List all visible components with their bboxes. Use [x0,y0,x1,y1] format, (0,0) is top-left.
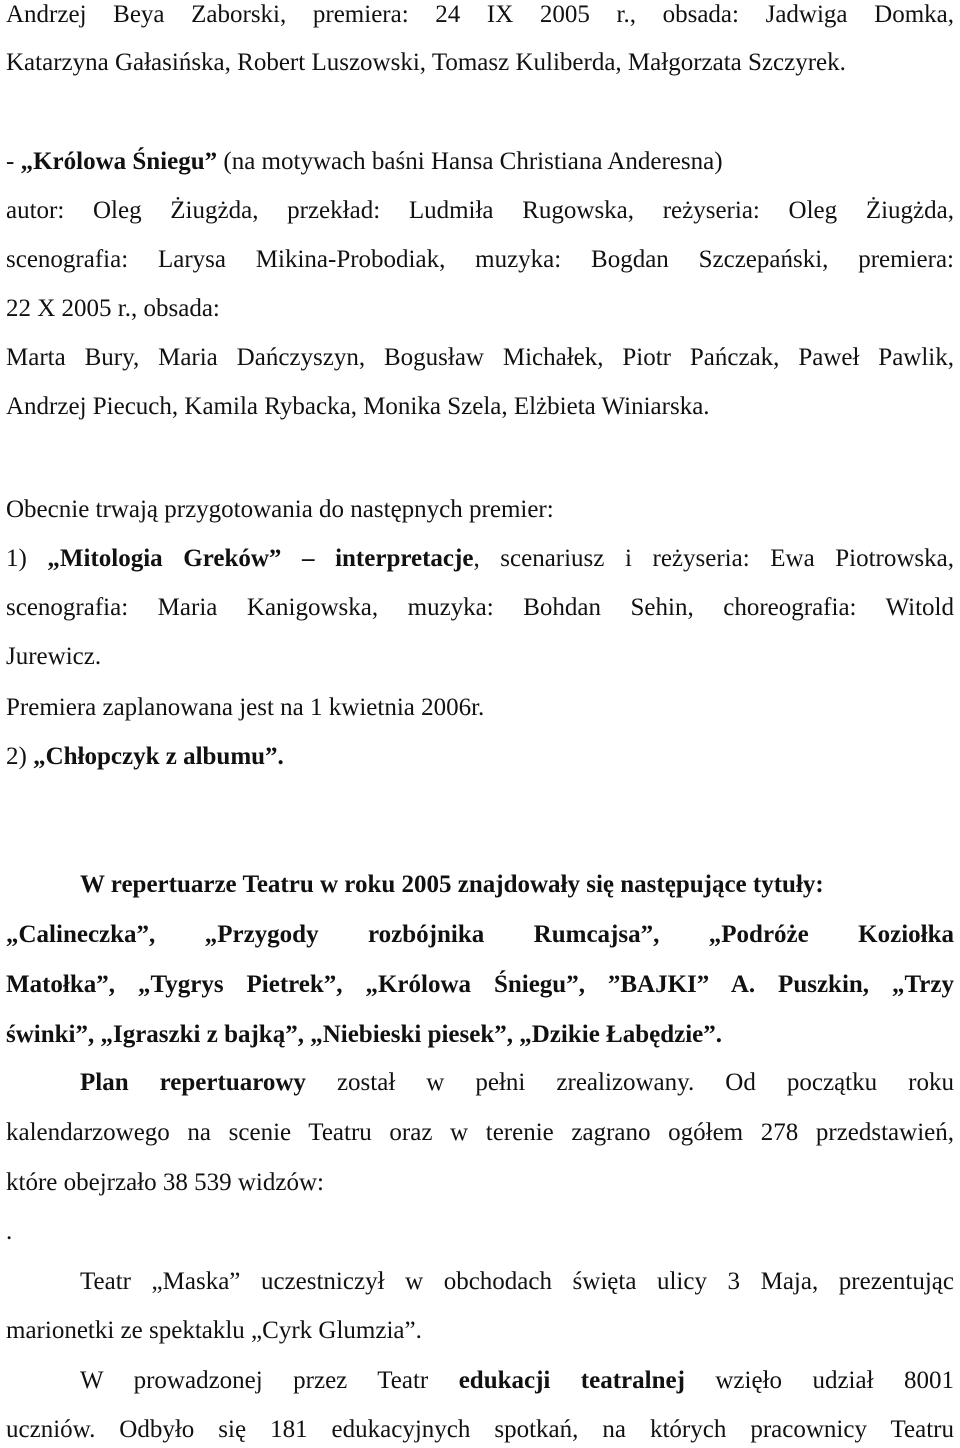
plan-paragraph-line-2: kalendarzowego na scenie Teatru oraz w terenie zagrano ogółem 278 przedstawień, [6,1119,954,1146]
item-1-number: 1) [6,545,48,572]
upcoming-item-1 [6,534,954,583]
plan-paragraph-line-3: które obejrzało 38 539 widzów: [6,1169,324,1196]
credits-line-1: autor: Oleg Żiugżda, przekład: Ludmiła Rugowska, reżyseria: Oleg Żiugżda, [6,197,954,224]
education-paragraph-line-1 [80,1356,954,1405]
upcoming-item-2 [6,732,954,781]
cast-label: , obsada: [131,295,220,322]
cast-list-line-1: Marta Bury, Maria Dańczyszyn, Bogusław Michałek, Piotr Pańczak, Paweł Pawlik, [6,344,954,371]
plan-label: Plan repertuarowy [80,1069,306,1096]
maska-paragraph-line-1: Teatr „Maska” uczestniczył w obchodach święta ulicy 3 Maja, prezentując [80,1268,954,1295]
play-title: „Królowa Śniegu” [20,148,218,175]
cast-line-1: Andrzej Beya Zaborski, premiera: 24 IX 2005 r., obsada: Jadwiga Domka, [6,1,954,28]
separator-dot: . [6,1218,13,1245]
upcoming-item-1-line-2: scenografia: Maria Kanigowska, muzyka: Bohdan Sehin, choreografia: Witold [6,594,954,621]
education-label: edukacji teatralnej [458,1367,685,1394]
play-subtitle: (na motywach baśni Hansa Christiana Anderesna) [217,148,723,175]
plan-paragraph-line-1 [80,1058,954,1107]
item-1-title: „Mitologia Greków” – interpretacje [47,545,474,572]
upcoming-item-1-line-3: Jurewicz. [6,643,102,670]
premiere-date-line [6,284,954,333]
premiere-planned: Premiera zaplanowana jest na 1 kwietnia 2006r. [6,694,485,721]
education-paragraph-line-2: uczniów. Odbyło się 181 edukacyjnych spotkań, na których pracownicy Teatru [6,1416,954,1443]
cast-line-2: Katarzyna Gałasińska, Robert Luszowski, Tomasz Kuliberda, Małgorzata Szczyrek. [6,49,846,76]
item-1-details: , scenariusz i reżyseria: Ewa Piotrowska, [473,545,954,572]
item-2-number: 2) [6,743,34,770]
credits-line-2: scenografia: Larysa Mikina-Probodiak, muzyka: Bogdan Szczepański, premiera: [6,246,954,273]
repertoire-titles-3: świnki”, „Igraszki z bajką”, „Niebieski piesek”, „Dzikie Łabędzie”. [6,1021,723,1048]
play-title-line [6,137,954,186]
repertoire-titles-2: Matołka”, „Tygrys Pietrek”, „Królowa Śniegu”, ”BAJKI” A. Puszkin, „Trzy [6,971,954,998]
item-2-title: „Chłopczyk z albumu”. [33,743,284,770]
repertoire-heading: W repertuarze Teatru w roku 2005 znajdowały się następujące tytuły: [80,871,824,898]
dash: - [6,148,21,175]
plan-text: został w pełni zrealizowany. Od początku roku [305,1069,954,1096]
premiere-date: 22 X 2005 r. [6,295,131,322]
upcoming-intro: Obecnie trwają przygotowania do następnych premier: [6,496,554,523]
maska-paragraph-line-2: marionetki ze spektaklu „Cyrk Glumzia”. [6,1317,422,1344]
cast-list-line-2: Andrzej Piecuch, Kamila Rybacka, Monika Szela, Elżbieta Winiarska. [6,393,710,420]
education-pre: W prowadzonej przez Teatr [80,1367,459,1394]
education-post: wzięło udział 8001 [684,1367,954,1394]
repertoire-titles-1: „Calineczka”, „Przygody rozbójnika Rumcajsa”, „Podróże Koziołka [6,921,954,948]
